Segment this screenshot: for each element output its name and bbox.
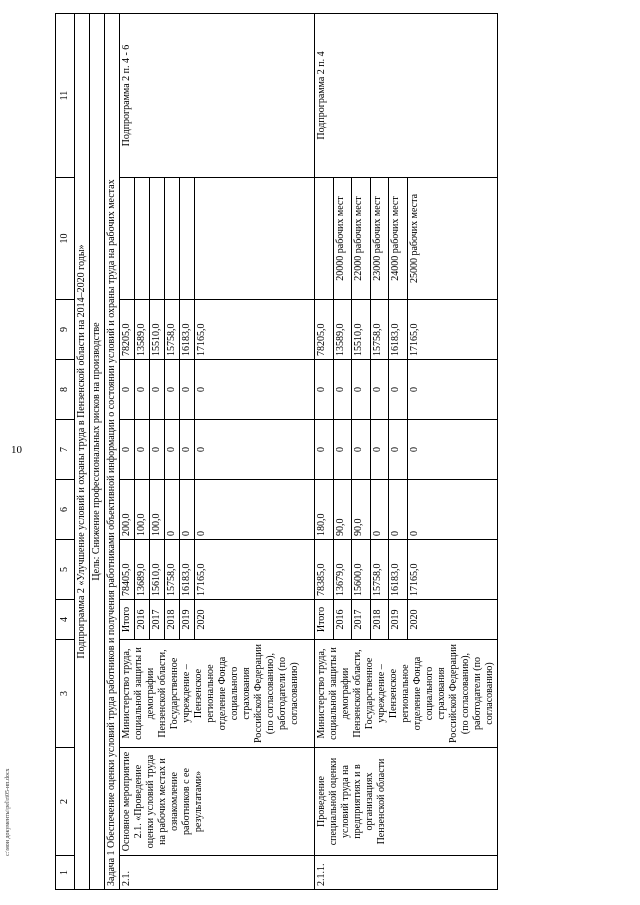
year-cell: 2018	[165, 600, 180, 640]
value-cell: 15510,0	[352, 300, 371, 360]
value-cell: 13679,0	[333, 540, 352, 600]
col-header-4: 4	[56, 600, 75, 640]
value-cell: 0	[135, 360, 150, 420]
value-cell: 200,0	[120, 480, 135, 540]
value-cell: 0	[352, 420, 371, 480]
col-header-1: 1	[56, 856, 75, 890]
value-cell: 0	[408, 480, 498, 540]
rotated-table-container	[55, 14, 635, 890]
col-header-9: 9	[56, 300, 75, 360]
value-cell: 78205,0	[315, 300, 334, 360]
value-cell: 0	[370, 480, 389, 540]
indicator-cell	[165, 178, 180, 300]
value-cell: 0	[150, 360, 165, 420]
col-header-6: 6	[56, 480, 75, 540]
col-header-10: 10	[56, 178, 75, 300]
program-table	[55, 13, 498, 890]
block2-reference: Подпрограмма 2 п. 4	[315, 14, 498, 178]
value-cell: 15610,0	[150, 540, 165, 600]
value-cell: 17165,0	[408, 300, 498, 360]
year-cell: 2016	[135, 600, 150, 640]
value-cell: 0	[408, 360, 498, 420]
value-cell: 0	[165, 420, 180, 480]
value-cell: 15758,0	[165, 540, 180, 600]
value-cell: 13589,0	[333, 300, 352, 360]
block1-number: 2.1.	[120, 856, 315, 890]
year-cell: 2020	[408, 600, 498, 640]
value-cell: 17165,0	[195, 540, 315, 600]
value-cell: 17165,0	[195, 300, 315, 360]
indicator-cell	[195, 178, 315, 300]
value-cell: 0	[120, 360, 135, 420]
year-cell: 2019	[180, 600, 195, 640]
indicator-cell: 23000 рабочих мест	[370, 178, 389, 300]
value-cell: 0	[120, 420, 135, 480]
value-cell: 100,0	[150, 480, 165, 540]
value-cell: 0	[165, 480, 180, 540]
year-cell: 2016	[333, 600, 352, 640]
value-cell: 78385,0	[315, 540, 334, 600]
indicator-cell	[180, 178, 195, 300]
block1-executor: Министерство труда, социальной защиты и демографии Пензенской области, Государственное учреждение – Пензенское региональное отделение Фонда социального страхования Российской Федерации (по согласованию), работодатели (по согласованию)	[120, 640, 315, 748]
col-header-8: 8	[56, 360, 75, 420]
value-cell: 0	[408, 420, 498, 480]
value-cell: 0	[333, 360, 352, 420]
value-cell: 0	[370, 420, 389, 480]
year-cell: 2019	[389, 600, 408, 640]
table-row	[315, 14, 334, 890]
col-header-7: 7	[56, 420, 75, 480]
value-cell: 90,0	[333, 480, 352, 540]
year-cell: 2020	[195, 600, 315, 640]
value-cell: 17165,0	[408, 540, 498, 600]
value-cell: 16183,0	[180, 540, 195, 600]
task-row	[105, 14, 120, 890]
table-row	[120, 14, 135, 890]
year-cell: 2017	[150, 600, 165, 640]
value-cell: 0	[370, 360, 389, 420]
value-cell: 0	[315, 360, 334, 420]
year-cell: Итого	[315, 600, 334, 640]
indicator-cell	[150, 178, 165, 300]
col-header-2: 2	[56, 748, 75, 856]
value-cell: 0	[333, 420, 352, 480]
indicator-cell	[315, 178, 334, 300]
indicator-cell	[120, 178, 135, 300]
block1-name: Основное мероприятие 2.1. «Проведение оценки условий труда на рабочих местах и ознакомление работников с ее результатами»	[120, 748, 315, 856]
value-cell: 0	[389, 480, 408, 540]
value-cell: 0	[195, 360, 315, 420]
value-cell: 0	[352, 360, 371, 420]
block1-reference: Подпрограмма 2 п. 4 - 6	[120, 14, 315, 178]
goal-text: Цель: Снижение профессиональных рисков на производстве	[90, 14, 105, 890]
value-cell: 0	[180, 480, 195, 540]
value-cell: 0	[135, 420, 150, 480]
year-cell: Итого	[120, 600, 135, 640]
value-cell: 16183,0	[389, 540, 408, 600]
value-cell: 15758,0	[370, 540, 389, 600]
value-cell: 0	[389, 360, 408, 420]
value-cell: 16183,0	[180, 300, 195, 360]
value-cell: 0	[195, 420, 315, 480]
col-header-3: 3	[56, 640, 75, 748]
block2-executor: Министерство труда, социальной защиты и демографии Пензенской области, Государственное учреждение – Пензенское региональное отделение Фонда социального страхования Российской Федерации (по согласованию), работодатели (по согласованию)	[315, 640, 498, 748]
year-cell: 2017	[352, 600, 371, 640]
indicator-cell	[135, 178, 150, 300]
indicator-cell: 20000 рабочих мест	[333, 178, 352, 300]
value-cell: 0	[150, 420, 165, 480]
value-cell: 13589,0	[135, 300, 150, 360]
indicator-cell: 24000 рабочих мест	[389, 178, 408, 300]
block2-number: 2.1.1.	[315, 856, 498, 890]
value-cell: 90,0	[352, 480, 371, 540]
value-cell: 180,0	[315, 480, 334, 540]
column-number-row	[56, 14, 75, 890]
page-number: 10	[11, 444, 22, 456]
footer-file-path: c:\мои документы\pel\ri05-нп.docx	[5, 768, 11, 856]
value-cell: 0	[180, 360, 195, 420]
value-cell: 15600,0	[352, 540, 371, 600]
value-cell: 78205,0	[120, 300, 135, 360]
subprogram-row	[75, 14, 90, 890]
col-header-11: 11	[56, 14, 75, 178]
value-cell: 15510,0	[150, 300, 165, 360]
subprogram-title: Подпрограмма 2 «Улучшение условий и охраны труда в Пензенской области на 2014–2020 годы»	[75, 14, 90, 890]
col-header-5: 5	[56, 540, 75, 600]
value-cell: 0	[389, 420, 408, 480]
value-cell: 0	[315, 420, 334, 480]
value-cell: 16183,0	[389, 300, 408, 360]
year-cell: 2018	[370, 600, 389, 640]
indicator-cell: 22000 рабочих мест	[352, 178, 371, 300]
value-cell: 0	[195, 480, 315, 540]
indicator-cell: 25000 рабочих места	[408, 178, 498, 300]
value-cell: 13689,0	[135, 540, 150, 600]
task-text: Задача 1 Обеспечение оценки условий труда работников и получения работниками объективной информации о состоянии условий и охраны труда на рабочих местах	[105, 14, 120, 890]
value-cell: 78405,0	[120, 540, 135, 600]
value-cell: 0	[180, 420, 195, 480]
value-cell: 15758,0	[370, 300, 389, 360]
block2-name: Проведение специальной оценки условий труда на предприятиях и в организациях Пензенской области	[315, 748, 498, 856]
goal-row	[90, 14, 105, 890]
value-cell: 15758,0	[165, 300, 180, 360]
value-cell: 100,0	[135, 480, 150, 540]
value-cell: 0	[165, 360, 180, 420]
